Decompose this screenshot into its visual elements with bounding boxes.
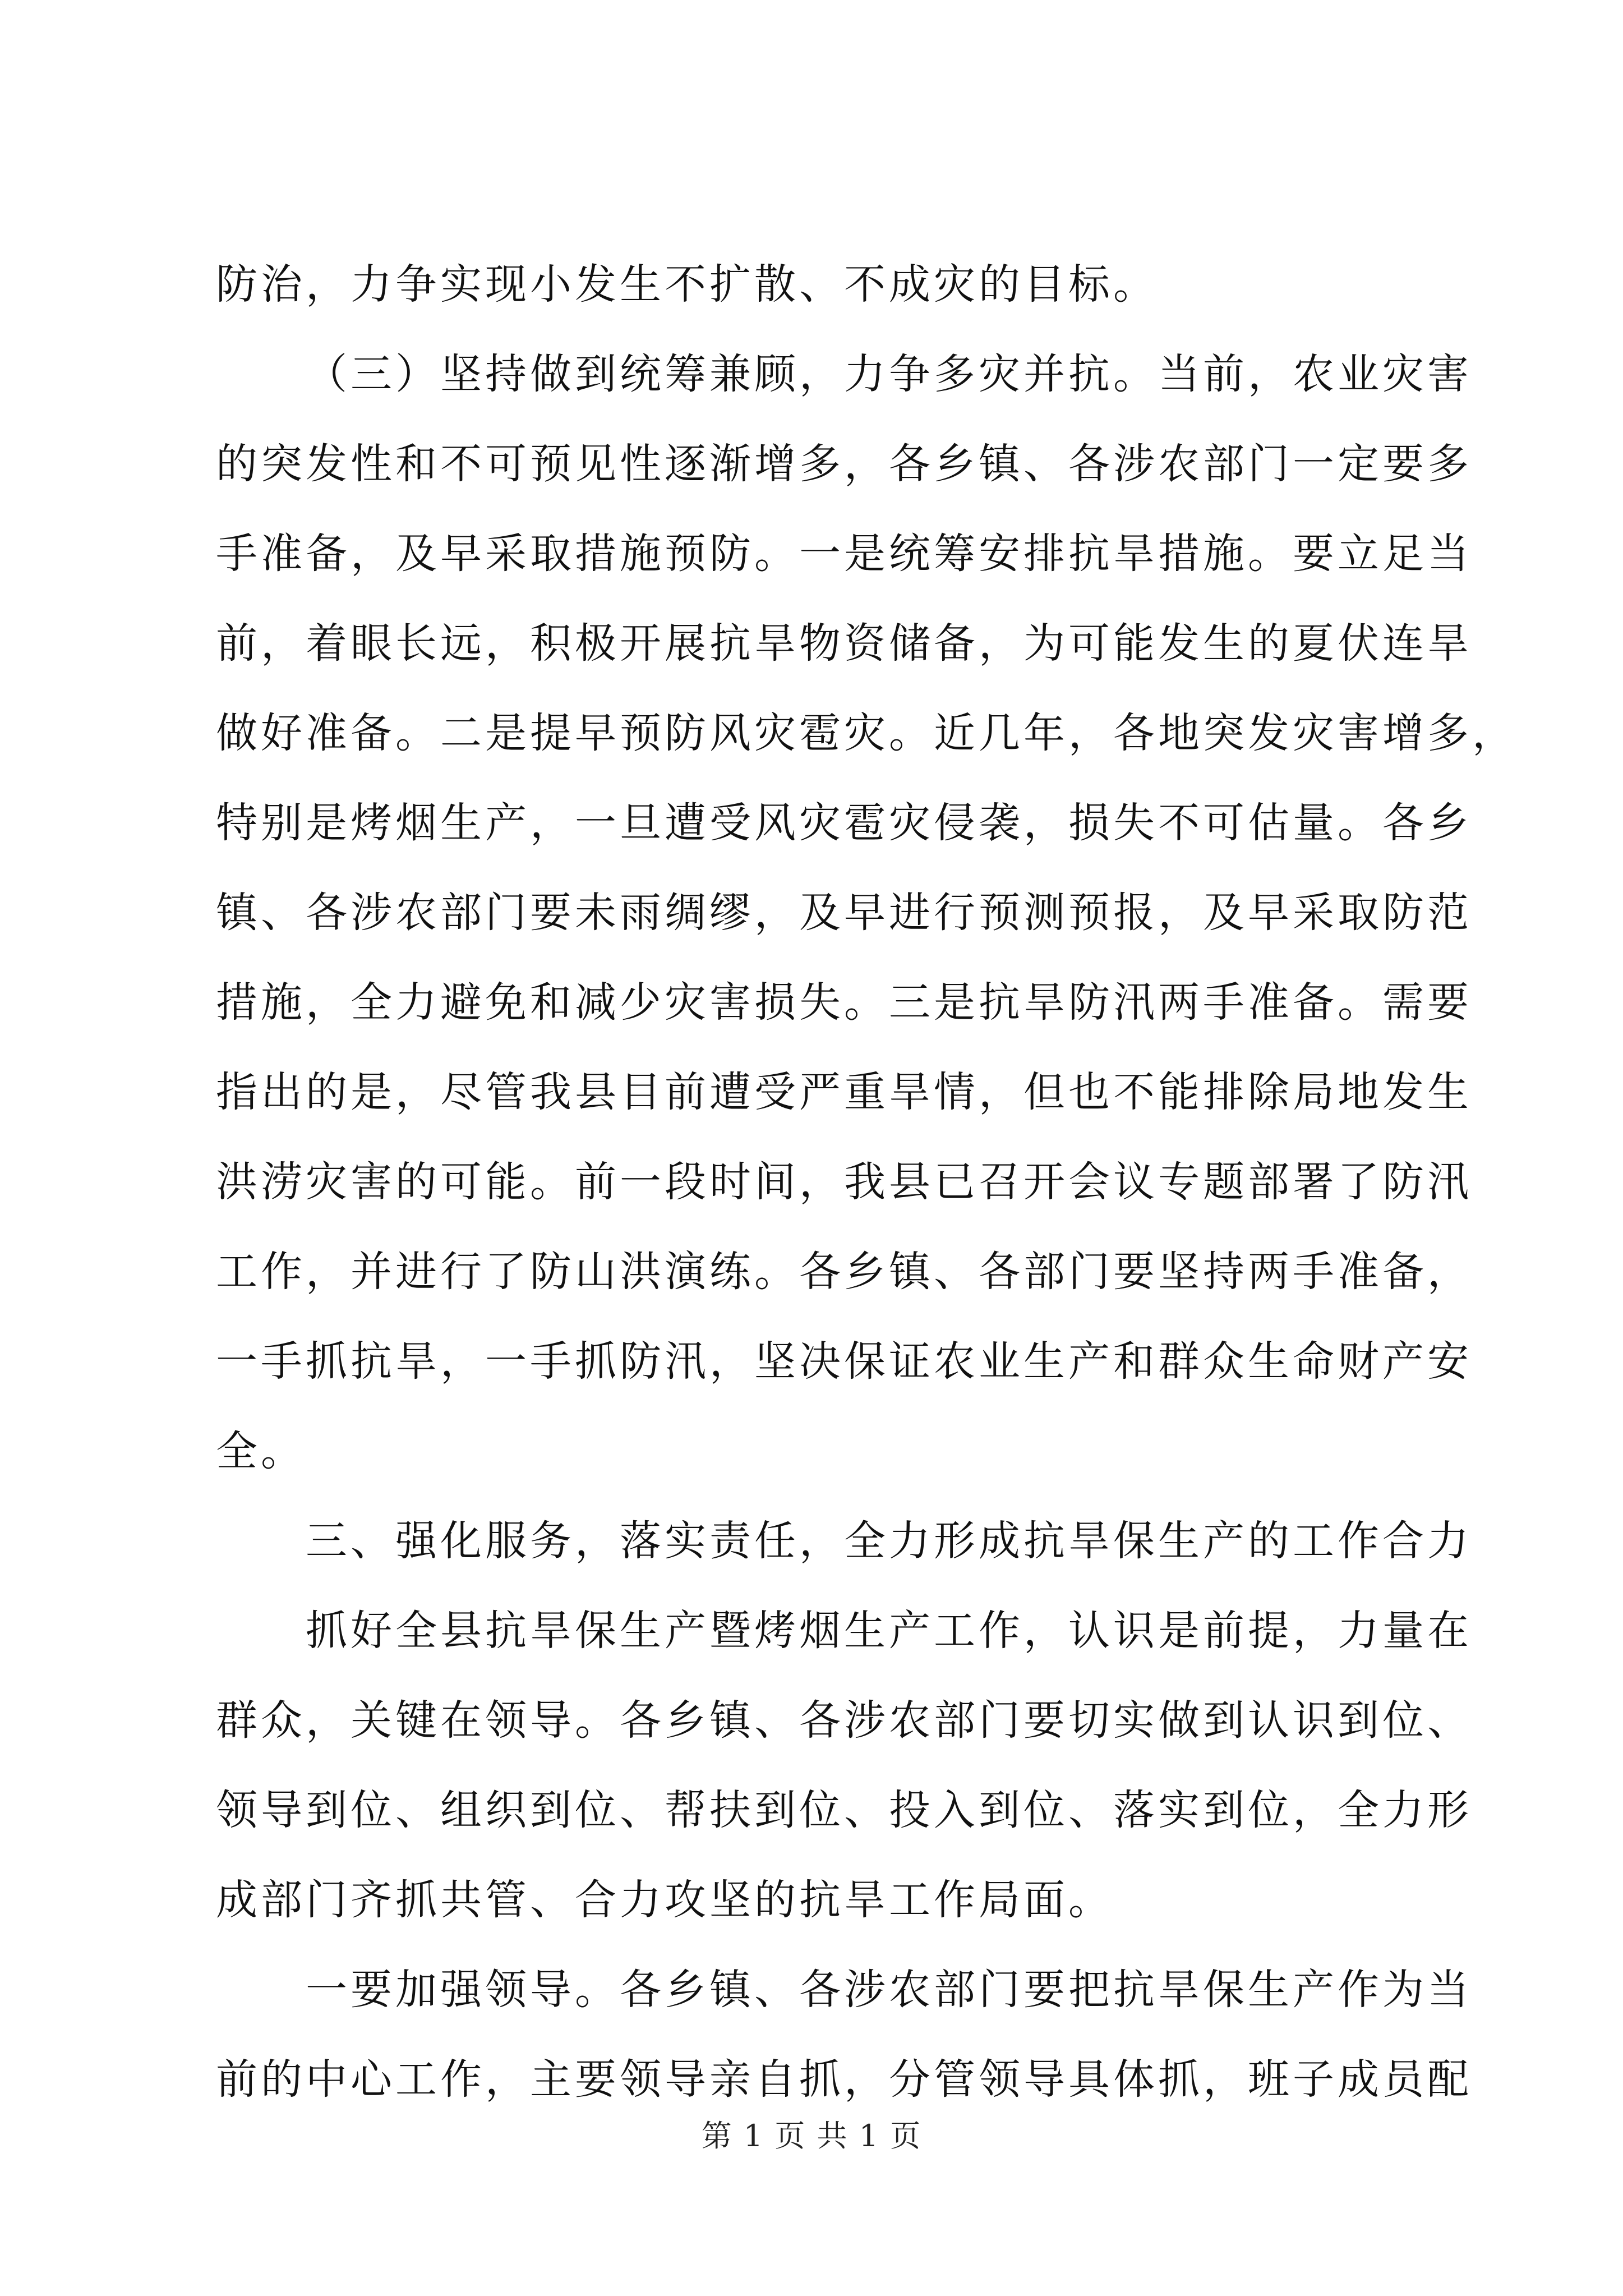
text-line-18: 领导到位、组织到位、帮扶到位、投入到位、落实到位，全力形: [216, 1786, 1472, 1834]
text-line-17: 群众，关键在领导。各乡镇、各涉农部门要切实做到认识到位、: [216, 1696, 1472, 1745]
text-line-11: 洪涝灾害的可能。前一段时间，我县已召开会议专题部署了防汛: [216, 1158, 1472, 1206]
text-line-10: 指出的是，尽管我县目前遭受严重旱情，但也不能排除局地发生: [216, 1068, 1472, 1116]
text-line-13: 一手抓抗旱，一手抓防汛，坚决保证农业生产和群众生命财产安: [216, 1337, 1472, 1386]
text-line-9: 措施，全力避免和减少灾害损失。三是抗旱防汛两手准备。需要: [216, 978, 1472, 1027]
text-line-6: 做好准备。二是提早预防风灾雹灾。近几年，各地突发灾害增多，: [216, 709, 1517, 757]
text-line-4: 手准备，及早采取措施预防。一是统筹安排抗旱措施。要立足当: [216, 530, 1472, 578]
text-line-1: 防治，力争实现小发生不扩散、不成灾的目标。: [216, 260, 1158, 309]
text-line-21: 前的中心工作，主要领导亲自抓，分管领导具体抓，班子成员配: [216, 2055, 1472, 2104]
text-line-20: 一要加强领导。各乡镇、各涉农部门要把抗旱保生产作为当: [306, 1966, 1472, 2014]
text-line-14: 全。: [216, 1427, 306, 1475]
text-line-16: 抓好全县抗旱保生产暨烤烟生产工作，认识是前提，力量在: [306, 1607, 1472, 1655]
text-line-2: （三）坚持做到统筹兼顾，力争多灾并抗。当前，农业灾害: [306, 350, 1472, 398]
page-footer: 第 1 页 共 1 页: [701, 2118, 922, 2154]
text-line-12: 工作，并进行了防山洪演练。各乡镇、各部门要坚持两手准备，: [216, 1248, 1472, 1296]
text-line-3: 的突发性和不可预见性逐渐增多，各乡镇、各涉农部门一定要多: [216, 440, 1472, 488]
text-line-19: 成部门齐抓共管、合力攻坚的抗旱工作局面。: [216, 1876, 1113, 1924]
text-line-7: 特别是烤烟生产，一旦遭受风灾雹灾侵袭，损失不可估量。各乡: [216, 799, 1472, 847]
text-line-8: 镇、各涉农部门要未雨绸缪，及早进行预测预报，及早采取防范: [216, 889, 1472, 937]
text-line-5: 前，着眼长远，积极开展抗旱物资储备，为可能发生的夏伏连旱: [216, 619, 1472, 668]
section-heading: 三、强化服务，落实责任，全力形成抗旱保生产的工作合力: [306, 1517, 1472, 1565]
